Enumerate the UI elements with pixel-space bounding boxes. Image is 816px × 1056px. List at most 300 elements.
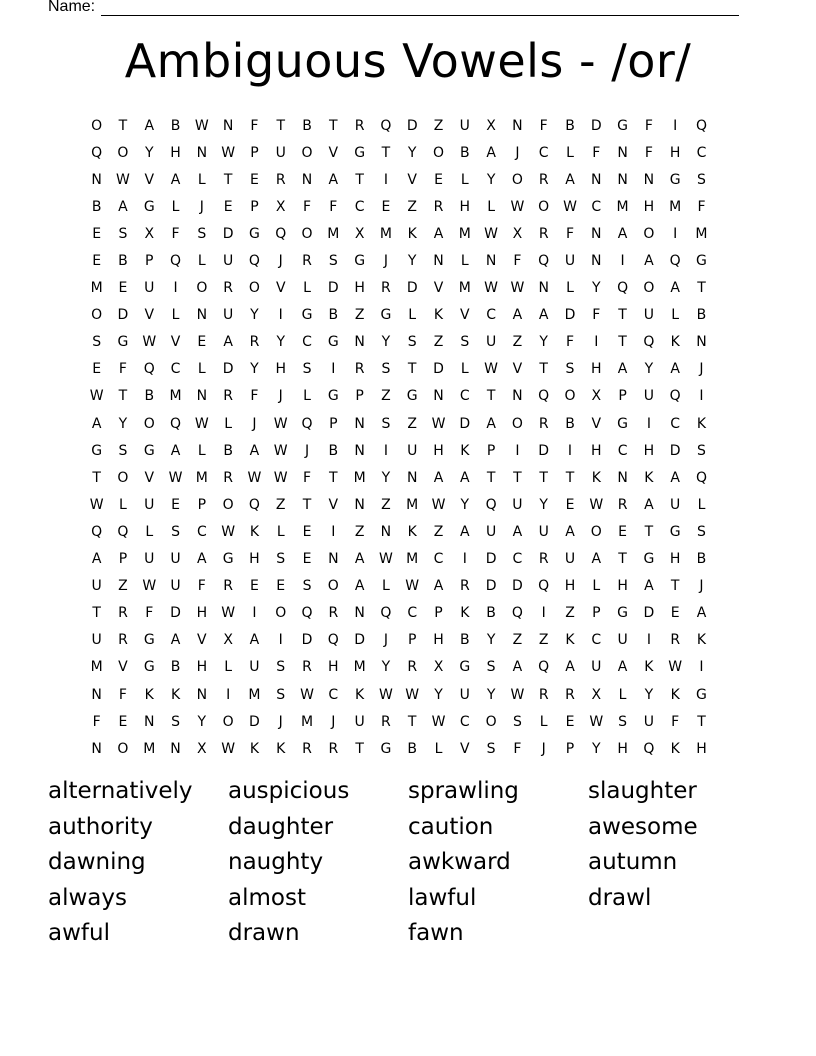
grid-letter: E	[197, 334, 208, 351]
grid-letter: F	[565, 225, 576, 242]
grid-letter: Q	[669, 388, 682, 405]
grid-letter: L	[276, 523, 286, 540]
grid-letter: A	[91, 415, 103, 432]
grid-letter: Y	[407, 253, 418, 270]
grid-letter: I	[252, 605, 258, 622]
grid-letter: O	[222, 713, 235, 730]
grid-letter: C	[670, 415, 682, 432]
grid-letter: P	[434, 605, 444, 622]
grid-letter: K	[644, 659, 655, 676]
grid-letter: W	[378, 551, 394, 568]
grid-letter: W	[431, 496, 447, 513]
grid-letter: F	[592, 307, 602, 324]
grid-letter: T	[618, 334, 628, 351]
grid-letter: F	[513, 253, 523, 270]
grid-letter: K	[696, 415, 708, 432]
grid-letter: Q	[301, 415, 314, 432]
grid-letter: D	[117, 307, 130, 324]
grid-letter: A	[486, 415, 497, 432]
grid-letter: T	[118, 117, 129, 134]
grid-letter: T	[565, 469, 576, 486]
grid-letter: Q	[380, 117, 393, 134]
grid-letter: O	[511, 171, 524, 188]
grid-letter: K	[696, 632, 708, 649]
grid-letter: N	[91, 686, 103, 703]
grid-letter: N	[617, 469, 629, 486]
grid-letter: G	[406, 388, 419, 405]
grid-letter: W	[405, 578, 421, 595]
grid-letter: D	[249, 713, 261, 730]
grid-letter: T	[381, 144, 392, 161]
grid-letter: D	[301, 632, 314, 649]
grid-letter: S	[565, 361, 576, 378]
grid-letter: X	[486, 117, 497, 134]
grid-letter: W	[142, 334, 158, 351]
grid-letter: A	[460, 469, 471, 486]
grid-letter: W	[89, 388, 105, 405]
grid-letter: S	[486, 659, 497, 676]
grid-letter: B	[565, 415, 576, 432]
grid-letter: Q	[170, 253, 183, 270]
grid-letter: P	[565, 740, 576, 757]
grid-letter: Z	[354, 307, 366, 324]
word-bank-item: autumn	[588, 849, 678, 875]
grid-letter: R	[354, 117, 366, 134]
grid-letter: U	[564, 253, 577, 270]
grid-letter: N	[301, 171, 314, 188]
grid-letter: Q	[301, 605, 314, 622]
grid-letter: S	[512, 713, 523, 730]
grid-letter: W	[168, 469, 184, 486]
grid-letter: Q	[143, 361, 156, 378]
grid-letter: H	[196, 605, 209, 622]
grid-letter: R	[223, 578, 234, 595]
grid-letter: S	[381, 415, 392, 432]
grid-letter: W	[378, 686, 394, 703]
grid-letter: P	[197, 496, 208, 513]
grid-letter: V	[328, 496, 340, 513]
word-bank-item: sprawling	[408, 778, 519, 804]
grid-letter: L	[382, 578, 391, 595]
grid-letter: U	[170, 551, 182, 568]
grid-letter: P	[355, 388, 365, 405]
grid-letter: R	[381, 280, 392, 297]
grid-letter: T	[223, 171, 234, 188]
grid-letter: E	[223, 198, 234, 215]
grid-letter: K	[591, 469, 602, 486]
grid-letter: U	[459, 686, 471, 703]
grid-letter: P	[407, 632, 418, 649]
grid-letter: A	[512, 659, 524, 676]
grid-letter: N	[91, 171, 103, 188]
grid-letter: K	[249, 740, 261, 757]
grid-letter: S	[302, 578, 313, 595]
word-bank-item: lawful	[408, 884, 477, 911]
grid-letter: A	[486, 144, 497, 161]
grid-letter: G	[354, 253, 367, 270]
grid-letter: J	[383, 632, 389, 649]
grid-letter: O	[590, 523, 603, 540]
grid-letter: E	[565, 496, 576, 513]
grid-letter: O	[301, 225, 314, 242]
grid-letter: R	[538, 551, 550, 568]
grid-letter: P	[618, 388, 628, 405]
grid-letter: A	[617, 659, 629, 676]
grid-letter: X	[275, 198, 287, 215]
grid-letter: W	[668, 659, 684, 676]
grid-letter: L	[460, 253, 470, 270]
grid-letter: I	[541, 605, 547, 622]
grid-letter: F	[302, 469, 313, 486]
grid-letter: O	[117, 469, 130, 486]
grid-letter: Z	[512, 632, 524, 649]
grid-letter: A	[354, 551, 366, 568]
grid-letter: D	[354, 632, 366, 649]
grid-letter: H	[643, 198, 656, 215]
grid-letter: M	[458, 280, 472, 297]
grid-letter: J	[699, 578, 705, 595]
grid-letter: A	[460, 523, 471, 540]
grid-letter: W	[142, 578, 158, 595]
grid-letter: Q	[538, 659, 551, 676]
grid-letter: W	[484, 225, 500, 242]
grid-letter: E	[670, 605, 681, 622]
grid-letter: A	[170, 632, 182, 649]
grid-letter: H	[617, 740, 629, 757]
grid-letter: U	[643, 713, 655, 730]
grid-letter: C	[591, 198, 603, 215]
grid-letter: S	[118, 225, 129, 242]
grid-letter: W	[510, 280, 526, 297]
grid-letter: N	[538, 280, 550, 297]
grid-letter: Y	[250, 307, 260, 324]
grid-letter: I	[278, 307, 284, 324]
grid-letter: J	[278, 253, 284, 270]
grid-letter: T	[670, 578, 681, 595]
grid-letter: G	[380, 307, 393, 324]
grid-letter: L	[618, 686, 628, 703]
grid-letter: G	[143, 198, 156, 215]
grid-letter: Y	[486, 632, 497, 649]
grid-letter: I	[515, 442, 521, 459]
grid-letter: Q	[275, 225, 288, 242]
grid-letter: L	[460, 171, 470, 188]
grid-letter: C	[538, 144, 550, 161]
grid-letter: N	[354, 334, 366, 351]
grid-letter: X	[591, 388, 603, 405]
grid-letter: X	[354, 225, 366, 242]
grid-letter: Q	[91, 523, 104, 540]
grid-letter: L	[566, 280, 575, 297]
grid-letter: Q	[538, 388, 551, 405]
grid-letter: E	[92, 253, 103, 270]
grid-letter: T	[355, 171, 365, 188]
grid-letter: S	[381, 361, 392, 378]
grid-letter: L	[197, 253, 207, 270]
grid-letter: Z	[433, 117, 445, 134]
grid-letter: Y	[434, 686, 444, 703]
grid-letter: G	[301, 307, 314, 324]
grid-letter: S	[618, 713, 629, 730]
grid-letter: Z	[407, 198, 418, 215]
grid-letter: S	[697, 523, 707, 540]
grid-letter: M	[300, 713, 315, 730]
grid-letter: O	[538, 198, 551, 215]
grid-letter: S	[486, 740, 497, 757]
grid-letter: F	[250, 388, 260, 405]
grid-letter: R	[565, 686, 576, 703]
grid-letter: U	[144, 496, 156, 513]
grid-letter: T	[329, 117, 339, 134]
grid-letter: X	[223, 632, 234, 649]
grid-letter: S	[92, 334, 103, 351]
grid-letter: M	[90, 659, 104, 676]
grid-letter: J	[699, 361, 705, 378]
grid-letter: A	[170, 442, 182, 459]
grid-letter: U	[144, 551, 156, 568]
grid-letter: O	[91, 117, 104, 134]
grid-letter: U	[617, 632, 629, 649]
word-bank-item: almost	[228, 884, 306, 911]
grid-letter: B	[144, 388, 156, 405]
grid-letter: I	[673, 225, 679, 242]
grid-letter: Y	[250, 361, 260, 378]
word-bank-item: drawl	[588, 884, 652, 911]
grid-letter: J	[541, 740, 547, 757]
grid-letter: R	[538, 686, 550, 703]
grid-letter: S	[171, 713, 181, 730]
grid-letter: E	[302, 551, 313, 568]
grid-letter: M	[169, 388, 183, 405]
grid-letter: E	[92, 361, 103, 378]
grid-letter: U	[591, 659, 603, 676]
word-bank-item: slaughter	[588, 778, 697, 804]
grid-letter: T	[407, 361, 418, 378]
grid-letter: V	[144, 469, 156, 486]
grid-letter: Z	[118, 578, 129, 595]
grid-letter: O	[248, 280, 261, 297]
grid-letter: Q	[380, 605, 393, 622]
grid-letter: A	[433, 578, 445, 595]
grid-letter: Y	[118, 415, 129, 432]
grid-letter: L	[197, 171, 207, 188]
grid-letter: V	[197, 632, 208, 649]
grid-letter: Q	[643, 740, 656, 757]
grid-letter: F	[539, 117, 549, 134]
grid-letter: W	[116, 171, 131, 188]
grid-letter: R	[381, 713, 392, 730]
grid-letter: T	[355, 740, 365, 757]
grid-letter: Z	[565, 605, 576, 622]
grid-letter: M	[406, 551, 420, 568]
grid-letter: V	[433, 280, 445, 297]
grid-letter: U	[643, 388, 655, 405]
grid-letter: F	[250, 117, 260, 134]
grid-letter: P	[145, 253, 155, 270]
word-bank-item: auspicious	[228, 778, 350, 804]
grid-letter: N	[512, 117, 524, 134]
grid-letter: U	[144, 280, 156, 297]
grid-letter: E	[250, 171, 260, 188]
grid-letter: A	[644, 578, 655, 595]
grid-letter: K	[407, 523, 418, 540]
grid-letter: H	[328, 659, 340, 676]
grid-letter: M	[353, 469, 367, 486]
grid-letter: Y	[407, 144, 418, 161]
grid-letter: U	[485, 334, 498, 351]
grid-letter: U	[223, 253, 235, 270]
grid-letter: T	[697, 713, 707, 730]
word-bank-item: fawn	[408, 920, 464, 946]
grid-letter: E	[434, 171, 444, 188]
grid-letter: K	[144, 686, 155, 703]
grid-letter: L	[145, 523, 155, 540]
grid-letter: X	[591, 686, 603, 703]
grid-letter: A	[118, 198, 129, 215]
grid-letter: R	[538, 171, 550, 188]
grid-letter: I	[383, 171, 389, 188]
grid-letter: T	[618, 551, 628, 568]
grid-letter: Y	[539, 334, 549, 351]
grid-letter: I	[226, 686, 232, 703]
grid-letter: Z	[538, 632, 550, 649]
grid-letter: T	[92, 469, 102, 486]
grid-letter: D	[669, 442, 682, 459]
grid-letter: B	[91, 198, 103, 215]
grid-letter: D	[564, 307, 577, 324]
grid-letter: N	[433, 388, 445, 405]
grid-letter: G	[143, 442, 156, 459]
grid-letter: H	[459, 198, 472, 215]
grid-letter: A	[696, 605, 708, 622]
grid-letter: I	[620, 253, 626, 270]
grid-letter: O	[91, 307, 104, 324]
name-label: Name:	[48, 0, 96, 15]
grid-letter: O	[275, 605, 288, 622]
grid-letter: W	[589, 496, 605, 513]
grid-letter: B	[118, 253, 129, 270]
grid-letter: T	[618, 307, 628, 324]
grid-letter: S	[460, 334, 471, 351]
grid-letter: H	[669, 551, 682, 568]
grid-letter: O	[117, 144, 130, 161]
grid-letter: Y	[381, 659, 392, 676]
grid-letter: V	[512, 361, 524, 378]
grid-letter: C	[196, 523, 208, 540]
word-bank-item: always	[48, 884, 127, 911]
grid-letter: B	[170, 659, 182, 676]
grid-letter: Q	[170, 415, 183, 432]
grid-letter: R	[354, 361, 366, 378]
grid-letter: L	[171, 198, 181, 215]
grid-letter: L	[408, 307, 418, 324]
grid-letter: P	[592, 605, 602, 622]
grid-letter: V	[591, 415, 603, 432]
grid-letter: S	[197, 225, 208, 242]
grid-letter: J	[199, 198, 205, 215]
grid-letter: B	[407, 740, 419, 757]
grid-letter: N	[144, 713, 156, 730]
grid-letter: I	[594, 334, 600, 351]
grid-letter: D	[433, 361, 445, 378]
grid-letter: Y	[381, 334, 392, 351]
grid-letter: G	[327, 334, 340, 351]
grid-letter: H	[275, 361, 287, 378]
grid-letter: C	[302, 334, 313, 351]
grid-letter: A	[249, 442, 261, 459]
grid-letter: S	[697, 171, 707, 188]
word-bank-item: caution	[408, 813, 494, 840]
grid-letter: R	[617, 496, 629, 513]
grid-letter: J	[252, 415, 258, 432]
grid-letter: A	[249, 632, 261, 649]
grid-letter: U	[170, 578, 182, 595]
grid-letter: G	[617, 117, 630, 134]
grid-letter: I	[173, 280, 179, 297]
grid-letter: N	[696, 334, 708, 351]
grid-letter: B	[486, 605, 497, 622]
grid-letter: U	[407, 442, 419, 459]
grid-letter: T	[486, 388, 497, 405]
word-bank-item: alternatively	[48, 778, 193, 804]
grid-letter: V	[170, 334, 182, 351]
grid-letter: J	[278, 713, 284, 730]
grid-letter: W	[221, 144, 237, 161]
grid-letter: M	[248, 686, 262, 703]
grid-letter: Q	[617, 280, 630, 297]
grid-letter: M	[616, 198, 630, 215]
grid-letter: N	[406, 469, 419, 486]
grid-letter: C	[433, 551, 445, 568]
grid-letter: K	[670, 740, 681, 757]
grid-letter: R	[223, 469, 234, 486]
grid-letter: Y	[644, 686, 655, 703]
grid-letter: N	[617, 144, 629, 161]
grid-letter: S	[328, 253, 339, 270]
word-bank-item: awkward	[408, 849, 511, 875]
grid-letter: R	[118, 605, 129, 622]
grid-letter: D	[512, 578, 524, 595]
grid-letter: H	[196, 659, 209, 676]
grid-letter: D	[485, 551, 498, 568]
grid-letter: J	[331, 713, 337, 730]
grid-letter: U	[223, 307, 235, 324]
grid-letter: R	[249, 334, 261, 351]
grid-letter: O	[301, 144, 314, 161]
grid-letter: T	[407, 713, 418, 730]
grid-letter: U	[354, 713, 366, 730]
grid-letter: G	[669, 171, 682, 188]
grid-letter: A	[433, 225, 445, 242]
grid-letter: R	[538, 415, 550, 432]
grid-letter: E	[118, 280, 129, 297]
grid-letter: Q	[91, 144, 104, 161]
grid-letter: Y	[197, 713, 208, 730]
grid-letter: U	[538, 523, 550, 540]
grid-letter: K	[170, 686, 182, 703]
grid-letter: Q	[327, 632, 340, 649]
grid-letter: F	[118, 361, 128, 378]
grid-letter: A	[591, 551, 603, 568]
grid-letter: D	[327, 280, 340, 297]
grid-letter: V	[407, 171, 418, 188]
grid-letter: G	[696, 686, 708, 703]
grid-letter: E	[565, 713, 576, 730]
grid-letter: N	[354, 442, 366, 459]
grid-letter: H	[643, 442, 656, 459]
grid-letter: J	[383, 253, 389, 270]
grid-letter: A	[565, 171, 576, 188]
